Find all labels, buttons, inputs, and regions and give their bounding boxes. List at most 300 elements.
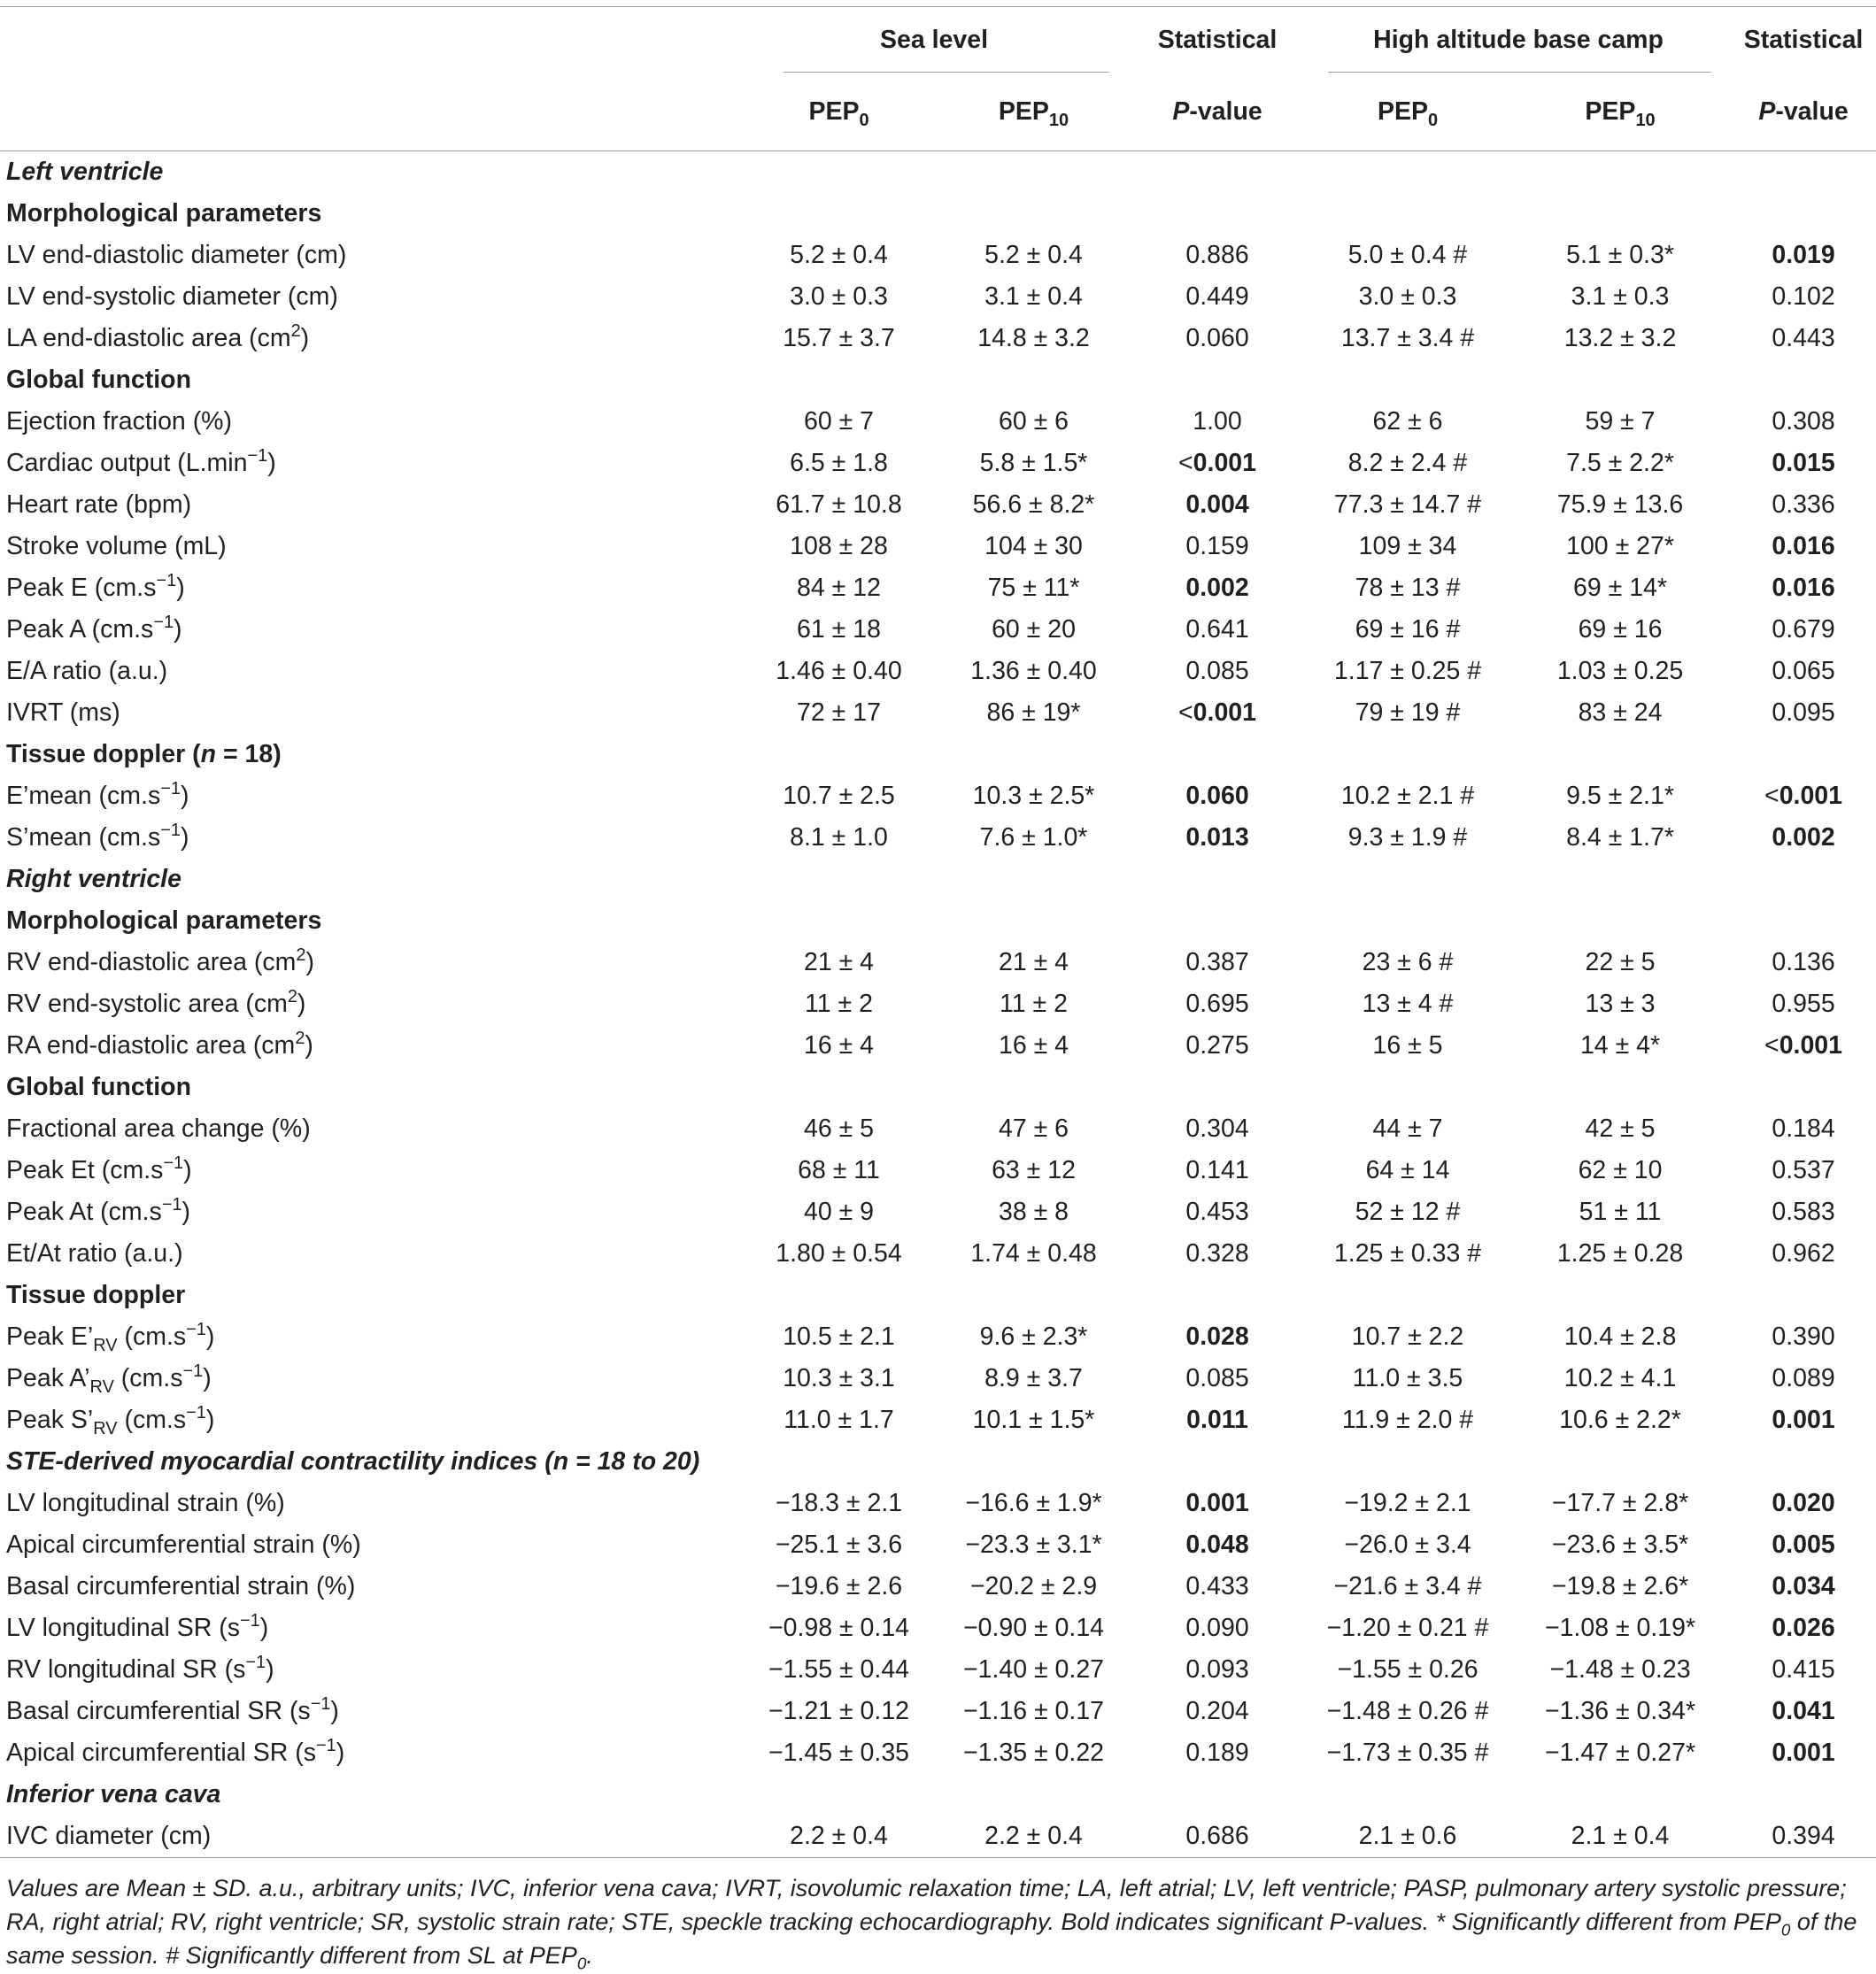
pvalue-text: 0.048 — [1185, 1531, 1249, 1559]
label-text: Apical circumferential SR (s — [6, 1739, 317, 1767]
row-label — [0, 1316, 739, 1358]
table-row — [0, 235, 1876, 276]
pvalue-text: 0.001 — [1772, 1739, 1835, 1767]
cell-pvalue-1 — [1129, 1150, 1306, 1191]
label-text-end: ) — [259, 1614, 269, 1642]
header-statistical-1: Statistical — [1157, 25, 1278, 54]
pvalue-text: 0.028 — [1185, 1322, 1249, 1351]
pvalue-text: 0.001 — [1779, 782, 1843, 810]
label-superscript: −1 — [240, 1611, 260, 1631]
pvalue-text: 0.449 — [1185, 282, 1249, 311]
label-subscript: RV — [89, 1376, 114, 1397]
table-row — [0, 1816, 1876, 1858]
header-row-groups — [0, 7, 1876, 73]
row-label — [0, 817, 739, 859]
cell-pvalue-1 — [1129, 567, 1306, 609]
cell-sl-pep10: 11 ± 2 — [1000, 990, 1068, 1018]
cell-ha-pep10: 59 ± 7 — [1585, 407, 1656, 436]
cell-ha-pep0: 79 ± 19 # — [1355, 698, 1461, 727]
cell-pvalue-1 — [1129, 942, 1306, 983]
cell-sl-pep10: 16 ± 4 — [998, 1031, 1069, 1060]
cell-sl-pep0: 61 ± 18 — [797, 615, 881, 644]
pvalue-text: 0.041 — [1772, 1697, 1835, 1725]
cell-sl-pep0: 1.80 ± 0.54 — [776, 1239, 902, 1268]
pep-text: PEP — [1377, 96, 1428, 126]
row-label — [0, 567, 739, 609]
section-heading-row — [0, 151, 1876, 194]
label-superscript: 2 — [295, 1029, 305, 1049]
cell-ha-pep10: 13.2 ± 3.2 — [1563, 324, 1677, 352]
label-superscript: 2 — [290, 321, 301, 342]
table-row — [0, 1566, 1876, 1608]
label-superscript: −1 — [160, 821, 181, 841]
cell-pvalue-1 — [1129, 1025, 1306, 1067]
cell-ha-pep0: 3.0 ± 0.3 — [1358, 282, 1457, 311]
row-label — [0, 942, 739, 983]
heading-text: Morphological parameters — [6, 906, 322, 935]
pvalue-text: 0.065 — [1772, 657, 1835, 685]
cell-ha-pep10: −1.47 ± 0.27* — [1544, 1739, 1696, 1767]
subsection-heading-row — [0, 193, 1876, 235]
cell-sl-pep10: 14.8 ± 3.2 — [977, 324, 1090, 352]
cell-pvalue-2 — [1731, 1358, 1876, 1400]
cell-sl-pep0: 16 ± 4 — [803, 1031, 875, 1060]
cell-pvalue-1 — [1129, 609, 1306, 651]
heading-text: Tissue doppler ( — [6, 740, 201, 768]
cell-sl-pep0: 15.7 ± 3.7 — [783, 324, 895, 352]
label-superscript: −1 — [156, 571, 177, 591]
cell-sl-pep0: −18.3 ± 2.1 — [775, 1489, 903, 1517]
cell-pvalue-1 — [1129, 276, 1306, 318]
cell-ha-pep10: 8.4 ± 1.7* — [1566, 823, 1674, 852]
section-heading-row — [0, 1441, 1876, 1483]
table-row — [0, 1025, 1876, 1067]
label-text: LV longitudinal strain (%) — [6, 1489, 285, 1517]
cell-sl-pep0: 108 ± 28 — [790, 532, 888, 560]
cell-pvalue-1 — [1129, 1316, 1306, 1358]
table-row — [0, 1233, 1876, 1275]
table-row — [0, 1524, 1876, 1566]
label-text: IVC diameter (cm) — [6, 1822, 212, 1850]
cell-pvalue-1 — [1129, 651, 1306, 692]
row-label — [0, 692, 739, 734]
cell-ha-pep0: 8.2 ± 2.4 # — [1347, 449, 1468, 477]
pvalue-prefix: < — [1764, 1031, 1779, 1060]
label-text: Apical circumferential strain (%) — [6, 1531, 361, 1559]
pvalue-text: 0.005 — [1772, 1531, 1835, 1559]
cell-pvalue-1 — [1129, 1233, 1306, 1275]
row-label — [0, 1358, 739, 1400]
heading-text: STE-derived myocardial contractility indices (n = 18 to 20) — [6, 1447, 700, 1476]
cell-ha-pep0: 52 ± 12 # — [1355, 1198, 1461, 1226]
footnote-text-3: . — [586, 1942, 593, 1969]
cell-sl-pep0: 61.7 ± 10.8 — [776, 490, 902, 519]
cell-pvalue-1 — [1129, 1191, 1306, 1233]
cell-sl-pep0: 11 ± 2 — [805, 990, 873, 1018]
section-heading-row — [0, 859, 1876, 900]
pvalue-text: 0.004 — [1185, 490, 1249, 519]
label-text: Fractional area change (%) — [6, 1114, 311, 1143]
footnote-text-2: of the same session. # Significantly different from SL at PEP — [6, 1908, 1857, 1969]
heading-text: Right ventricle — [6, 865, 181, 893]
label-text-end: ) — [203, 1364, 212, 1392]
label-text: RV end-diastolic area (cm — [6, 948, 297, 976]
cell-sl-pep0: 40 ± 9 — [803, 1198, 875, 1226]
cell-pvalue-2 — [1731, 1150, 1876, 1191]
pvalue-text: 0.002 — [1772, 823, 1835, 852]
cell-ha-pep0: 1.17 ± 0.25 # — [1333, 657, 1482, 685]
header-blank — [0, 7, 739, 73]
cell-ha-pep0: 10.2 ± 2.1 # — [1340, 782, 1475, 810]
cell-ha-pep10: −19.8 ± 2.6* — [1551, 1572, 1689, 1600]
cell-pvalue-2 — [1731, 567, 1876, 609]
label-superscript: −1 — [153, 613, 174, 633]
label-text: E/A ratio (a.u.) — [6, 657, 168, 685]
cell-sl-pep10: 7.6 ± 1.0* — [979, 823, 1088, 852]
label-text-mid: (cm.s — [117, 1406, 187, 1434]
row-label — [0, 609, 739, 651]
cell-pvalue-1 — [1129, 817, 1306, 859]
cell-ha-pep10: 9.5 ± 2.1* — [1566, 782, 1674, 810]
cell-ha-pep0: −21.6 ± 3.4 # — [1333, 1572, 1482, 1600]
p-rest: -value — [1189, 96, 1262, 126]
cell-ha-pep10: 1.03 ± 0.25 — [1556, 657, 1684, 685]
pvalue-text: 0.090 — [1185, 1614, 1249, 1642]
table-row — [0, 484, 1876, 526]
header-pvalue-2 — [1731, 73, 1876, 151]
pvalue-text: 0.016 — [1772, 574, 1835, 602]
pvalue-text: 0.184 — [1772, 1114, 1835, 1143]
pvalue-text: 0.308 — [1772, 407, 1835, 436]
row-label — [0, 1608, 739, 1649]
cell-pvalue-1 — [1129, 1108, 1306, 1150]
pvalue-prefix: < — [1764, 782, 1779, 810]
pvalue-text: 0.304 — [1185, 1114, 1249, 1143]
heading-text: Inferior vena cava — [6, 1780, 221, 1808]
cell-pvalue-1 — [1129, 1358, 1306, 1400]
cell-ha-pep0: 9.3 ± 1.9 # — [1347, 823, 1468, 852]
heading-text: Tissue doppler — [6, 1281, 186, 1309]
row-label — [0, 276, 739, 318]
cell-sl-pep10: −20.2 ± 2.9 — [969, 1572, 1098, 1600]
cell-sl-pep10: 5.2 ± 0.4 — [984, 241, 1083, 269]
label-text: Peak A (cm.s — [6, 615, 154, 644]
table-row — [0, 1400, 1876, 1441]
pvalue-text: 0.001 — [1193, 698, 1256, 727]
table-footnote — [6, 1871, 1872, 1972]
header-pep10-sl — [938, 73, 1129, 151]
cell-ha-pep0: 10.7 ± 2.2 — [1351, 1322, 1464, 1351]
results-table — [0, 6, 1876, 1858]
cell-pvalue-2 — [1731, 1233, 1876, 1275]
label-text-end: ) — [305, 948, 314, 976]
cell-sl-pep10: 5.8 ± 1.5* — [979, 449, 1088, 477]
label-text-end: ) — [205, 1322, 215, 1351]
header-sea-level: Sea level — [739, 7, 1129, 73]
pvalue-text: 0.141 — [1185, 1156, 1249, 1184]
label-text: IVRT (ms) — [6, 698, 120, 727]
cell-sl-pep10: −0.90 ± 0.14 — [962, 1614, 1105, 1642]
label-text-end: ) — [176, 574, 185, 602]
cell-ha-pep0: −19.2 ± 2.1 — [1344, 1489, 1471, 1517]
label-text: Peak Et (cm.s — [6, 1156, 164, 1184]
cell-ha-pep0: 2.1 ± 0.6 — [1358, 1822, 1457, 1850]
label-superscript: −1 — [247, 446, 268, 467]
label-text: S’mean (cm.s — [6, 823, 161, 852]
pvalue-text: 0.453 — [1185, 1198, 1249, 1226]
cell-pvalue-1 — [1129, 235, 1306, 276]
cell-pvalue-2 — [1731, 1191, 1876, 1233]
pep-text: PEP — [808, 96, 860, 126]
pvalue-text: 0.085 — [1185, 657, 1249, 685]
cell-pvalue-2 — [1731, 1483, 1876, 1524]
cell-ha-pep10: 69 ± 14* — [1573, 574, 1668, 602]
pvalue-text: 0.641 — [1185, 615, 1249, 644]
cell-pvalue-1 — [1129, 1400, 1306, 1441]
cell-sl-pep10: 86 ± 19* — [986, 698, 1081, 727]
subsection-heading-row — [0, 359, 1876, 401]
pvalue-text: 0.026 — [1772, 1614, 1835, 1642]
cell-ha-pep10: 22 ± 5 — [1585, 948, 1656, 976]
cell-sl-pep10: 104 ± 30 — [984, 532, 1083, 560]
cell-ha-pep10: 75.9 ± 13.6 — [1556, 490, 1684, 519]
label-superscript: −1 — [161, 1195, 182, 1215]
pvalue-text: 0.089 — [1772, 1364, 1835, 1392]
label-text-end: ) — [181, 1198, 191, 1226]
cell-pvalue-1 — [1129, 1732, 1306, 1774]
cell-pvalue-2 — [1731, 484, 1876, 526]
label-text-end: ) — [174, 615, 182, 644]
cell-ha-pep10: −23.6 ± 3.5* — [1551, 1531, 1689, 1559]
cell-sl-pep0: −1.21 ± 0.12 — [768, 1697, 910, 1725]
cell-sl-pep0: −1.55 ± 0.44 — [768, 1655, 910, 1684]
cell-ha-pep10: 1.25 ± 0.28 — [1556, 1239, 1684, 1268]
pvalue-text: 0.695 — [1185, 990, 1249, 1018]
table-row — [0, 983, 1876, 1025]
label-text-end: ) — [297, 990, 306, 1018]
cell-ha-pep0: −1.20 ± 0.21 # — [1326, 1614, 1489, 1642]
cell-sl-pep0: −1.45 ± 0.35 — [768, 1739, 910, 1767]
label-text-end: ) — [180, 782, 189, 810]
row-label — [0, 1400, 739, 1441]
cell-pvalue-1 — [1129, 983, 1306, 1025]
cell-pvalue-1 — [1129, 443, 1306, 484]
cell-pvalue-2 — [1731, 1025, 1876, 1067]
cell-sl-pep0: 1.46 ± 0.40 — [776, 657, 902, 685]
cell-pvalue-2 — [1731, 318, 1876, 359]
subsection-heading-row — [0, 1067, 1876, 1108]
heading-text-end: = 18) — [216, 740, 282, 768]
cell-sl-pep10: 10.3 ± 2.5* — [972, 782, 1095, 810]
pep-sub: 10 — [1048, 110, 1069, 130]
table-row — [0, 1483, 1876, 1524]
pvalue-text: 0.102 — [1772, 282, 1835, 311]
cell-ha-pep0: 11.9 ± 2.0 # — [1341, 1406, 1474, 1434]
cell-sl-pep0: 68 ± 11 — [798, 1156, 880, 1184]
row-label — [0, 235, 739, 276]
pvalue-text: 0.394 — [1772, 1822, 1835, 1850]
cell-ha-pep10: −17.7 ± 2.8* — [1551, 1489, 1689, 1517]
row-label — [0, 651, 739, 692]
subsection-heading-row — [0, 900, 1876, 942]
cell-sl-pep10: 38 ± 8 — [998, 1198, 1069, 1226]
cell-sl-pep10: 9.6 ± 2.3* — [979, 1322, 1088, 1351]
row-label — [0, 1566, 739, 1608]
p-italic: P — [1172, 96, 1190, 126]
pvalue-text: 0.034 — [1772, 1572, 1835, 1600]
cell-ha-pep0: 16 ± 5 — [1372, 1031, 1443, 1060]
cell-ha-pep0: −1.48 ± 0.26 # — [1326, 1697, 1489, 1725]
pvalue-text: 0.011 — [1186, 1406, 1248, 1434]
cell-ha-pep0: 13 ± 4 # — [1362, 990, 1454, 1018]
cell-ha-pep10: 51 ± 11 — [1579, 1198, 1662, 1226]
footnote-text-1: Values are Mean ± SD. a.u., arbitrary units; IVC, inferior vena cava; IVRT, isovolumic relaxation time; LA, left atrial; LV, left ventricle; PASP, pulmonary artery systolic pressure; RA, right atrial; RV, right ventricle; SR, systolic strain rate; STE, speckle tracking echocardiography. Bold indicates significant P-values. * Significantly different from PEP — [6, 1875, 1847, 1935]
cell-pvalue-2 — [1731, 1649, 1876, 1691]
pvalue-text: 0.679 — [1772, 615, 1835, 644]
cell-sl-pep0: 8.1 ± 1.0 — [790, 823, 888, 852]
cell-sl-pep10: −1.35 ± 0.22 — [962, 1739, 1105, 1767]
cell-pvalue-2 — [1731, 692, 1876, 734]
cell-ha-pep10: −1.08 ± 0.19* — [1544, 1614, 1696, 1642]
cell-ha-pep10: 10.6 ± 2.2* — [1559, 1406, 1681, 1434]
cell-ha-pep0: 78 ± 13 # — [1355, 574, 1461, 602]
cell-pvalue-2 — [1731, 651, 1876, 692]
section-heading-row — [0, 1774, 1876, 1816]
cell-sl-pep0: 5.2 ± 0.4 — [790, 241, 888, 269]
table-row — [0, 609, 1876, 651]
cell-pvalue-1 — [1129, 1649, 1306, 1691]
row-heading — [0, 1774, 1876, 1816]
cell-pvalue-1 — [1129, 1524, 1306, 1566]
cell-ha-pep0: −1.73 ± 0.35 # — [1326, 1739, 1489, 1767]
cell-sl-pep10: −1.16 ± 0.17 — [962, 1697, 1105, 1725]
label-superscript: −1 — [316, 1736, 336, 1756]
pvalue-text: 0.013 — [1185, 823, 1249, 852]
cell-ha-pep0: −26.0 ± 3.4 — [1344, 1531, 1471, 1559]
cell-sl-pep0: −19.6 ± 2.6 — [775, 1572, 903, 1600]
pep-sub: 0 — [859, 110, 869, 130]
cell-sl-pep10: 1.36 ± 0.40 — [970, 657, 1097, 685]
label-text: LV end-diastolic diameter (cm) — [6, 241, 347, 269]
label-text-end: ) — [180, 823, 189, 852]
pep-text: PEP — [998, 96, 1049, 126]
heading-text: Global function — [6, 366, 191, 394]
pvalue-text: 0.387 — [1185, 948, 1249, 976]
label-text: Cardiac output (L.min — [6, 449, 248, 477]
table-row — [0, 567, 1876, 609]
cell-ha-pep10: 3.1 ± 0.3 — [1571, 282, 1670, 311]
label-subscript: RV — [93, 1335, 118, 1355]
label-text: Peak At (cm.s — [6, 1198, 162, 1226]
cell-ha-pep10: 7.5 ± 2.2* — [1566, 449, 1674, 477]
pvalue-text: 0.136 — [1772, 948, 1835, 976]
label-text: Peak E’ — [6, 1322, 94, 1351]
cell-sl-pep10: 8.9 ± 3.7 — [984, 1364, 1083, 1392]
header-blank-2 — [0, 73, 739, 151]
row-label — [0, 1483, 739, 1524]
cell-pvalue-1 — [1129, 775, 1306, 817]
pvalue-text: 0.443 — [1772, 324, 1835, 352]
label-text: RV end-systolic area (cm — [6, 990, 288, 1018]
cell-sl-pep0: 21 ± 4 — [803, 948, 875, 976]
row-label — [0, 1732, 739, 1774]
table-row — [0, 1108, 1876, 1150]
cell-ha-pep0: 69 ± 16 # — [1355, 615, 1461, 644]
pvalue-text: 0.020 — [1772, 1489, 1835, 1517]
table-row — [0, 1358, 1876, 1400]
row-label — [0, 1649, 739, 1691]
row-label — [0, 1150, 739, 1191]
row-heading — [0, 900, 1876, 942]
row-label — [0, 401, 739, 443]
table-row — [0, 1316, 1876, 1358]
label-text: RV longitudinal SR (s — [6, 1655, 246, 1684]
label-superscript: −1 — [182, 1361, 204, 1382]
header-pvalue-1 — [1129, 73, 1306, 151]
pvalue-text: 0.583 — [1772, 1198, 1835, 1226]
row-heading — [0, 193, 1876, 235]
pvalue-text: 0.328 — [1185, 1239, 1249, 1268]
cell-ha-pep10: −1.48 ± 0.23 — [1549, 1655, 1691, 1684]
label-text: LV end-systolic diameter (cm) — [6, 282, 338, 311]
label-text-mid: (cm.s — [117, 1322, 187, 1351]
label-text: E’mean (cm.s — [6, 782, 161, 810]
table-row — [0, 443, 1876, 484]
table-row — [0, 526, 1876, 567]
pvalue-text: 0.537 — [1772, 1156, 1835, 1184]
cell-ha-pep0: 44 ± 7 — [1372, 1114, 1443, 1143]
row-label — [0, 1191, 739, 1233]
pvalue-text: 0.002 — [1185, 574, 1249, 602]
cell-pvalue-2 — [1731, 1691, 1876, 1732]
row-heading — [0, 359, 1876, 401]
label-text: Et/At ratio (a.u.) — [6, 1239, 183, 1268]
cell-pvalue-2 — [1731, 526, 1876, 567]
table-row — [0, 651, 1876, 692]
table-row — [0, 692, 1876, 734]
footnote-sub-2: 0 — [576, 1955, 587, 1974]
cell-ha-pep10: 10.4 ± 2.8 — [1563, 1322, 1677, 1351]
row-heading — [0, 151, 1876, 194]
cell-ha-pep0: −1.55 ± 0.26 — [1337, 1655, 1478, 1684]
pep-text: PEP — [1585, 96, 1636, 126]
cell-pvalue-2 — [1731, 1316, 1876, 1358]
cell-ha-pep10: 2.1 ± 0.4 — [1571, 1822, 1670, 1850]
cell-ha-pep0: 11.0 ± 3.5 — [1352, 1364, 1463, 1392]
cell-sl-pep10: 21 ± 4 — [998, 948, 1069, 976]
cell-pvalue-1 — [1129, 1566, 1306, 1608]
label-text: Peak S’ — [6, 1406, 94, 1434]
cell-sl-pep0: 10.5 ± 2.1 — [783, 1322, 895, 1351]
cell-sl-pep10: 75 ± 11* — [987, 574, 1080, 602]
cell-pvalue-2 — [1731, 1816, 1876, 1858]
label-text: Basal circumferential strain (%) — [6, 1572, 356, 1600]
cell-sl-pep0: 72 ± 17 — [797, 698, 881, 727]
cell-pvalue-2 — [1731, 817, 1876, 859]
cell-ha-pep0: 109 ± 34 — [1358, 532, 1457, 560]
pep-sub: 10 — [1635, 110, 1656, 130]
cell-pvalue-1 — [1129, 1691, 1306, 1732]
cell-pvalue-2 — [1731, 983, 1876, 1025]
pvalue-text: 0.204 — [1185, 1697, 1249, 1725]
cell-sl-pep10: 63 ± 12 — [992, 1156, 1076, 1184]
pvalue-text: 0.015 — [1772, 449, 1835, 477]
cell-pvalue-1 — [1129, 526, 1306, 567]
label-superscript: −1 — [310, 1694, 331, 1715]
cell-pvalue-1 — [1129, 484, 1306, 526]
cell-sl-pep0: −25.1 ± 3.6 — [775, 1531, 903, 1559]
pvalue-text: 0.686 — [1185, 1822, 1249, 1850]
